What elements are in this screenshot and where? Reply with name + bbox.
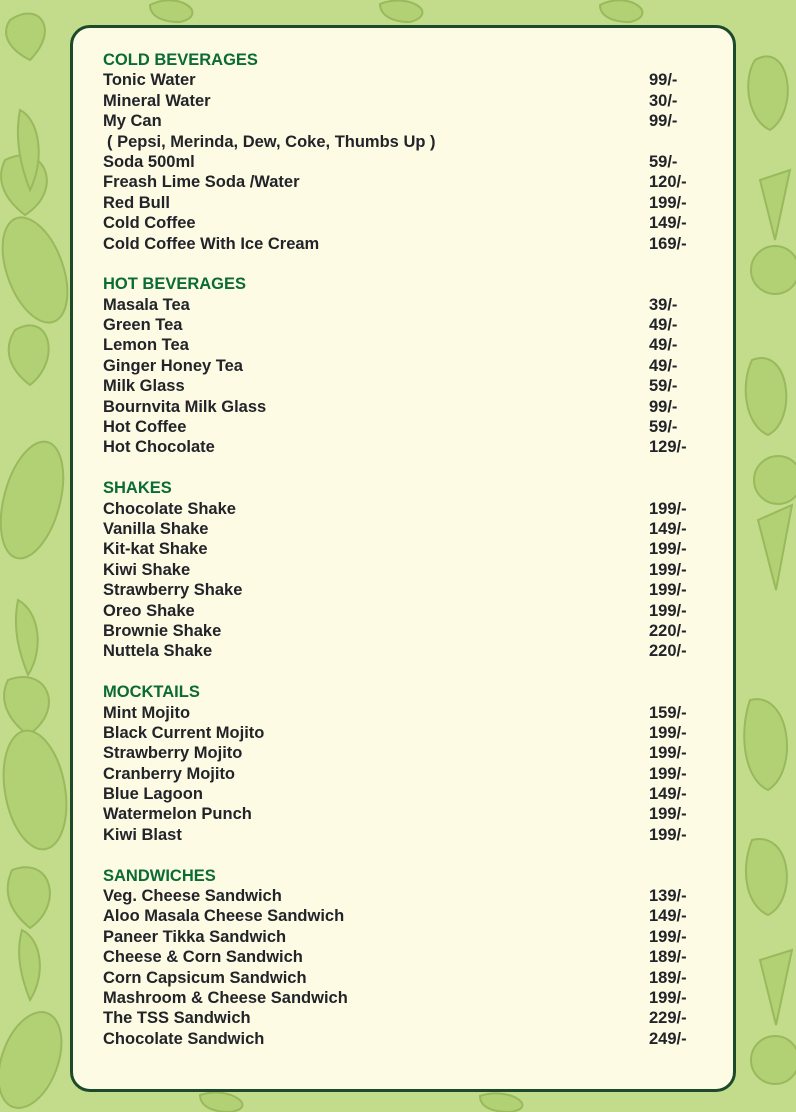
item-name: Hot Chocolate [103, 438, 215, 457]
item-name: My Can [103, 112, 162, 131]
menu-item [103, 91, 723, 111]
item-price: 59/- [649, 377, 678, 396]
menu-item [103, 947, 723, 967]
item-name: Brownie Shake [103, 621, 222, 640]
item-name: Freash Lime Soda /Water [103, 173, 300, 192]
item-price: 199/- [649, 927, 687, 946]
menu-section [103, 866, 723, 1050]
menu-item [103, 743, 723, 763]
item-price: 199/- [649, 988, 687, 1007]
item-name: Black Current Mojito [103, 723, 265, 742]
section-title: SANDWICHES [103, 866, 216, 885]
item-name: Masala Tea [103, 295, 190, 314]
item-price: 199/- [649, 744, 687, 763]
item-name: Chocolate Shake [103, 499, 236, 518]
item-price: 199/- [649, 601, 687, 620]
section-title: MOCKTAILS [103, 683, 200, 702]
menu-item [103, 988, 723, 1008]
item-price: 139/- [649, 887, 687, 906]
menu-item [103, 703, 723, 723]
item-price: 189/- [649, 948, 687, 967]
item-price: 59/- [649, 418, 678, 437]
menu-item [103, 886, 723, 906]
item-note: ( Pepsi, Merinda, Dew, Coke, Thumbs Up ) [107, 132, 436, 151]
item-price: 229/- [649, 1009, 687, 1028]
menu-item [103, 764, 723, 784]
item-price: 199/- [649, 764, 687, 783]
menu-item [103, 152, 723, 172]
item-price: 199/- [649, 825, 687, 844]
section-title: COLD BEVERAGES [103, 51, 258, 69]
item-name: Vanilla Shake [103, 519, 209, 538]
item-name: Veg. Cheese Sandwich [103, 887, 282, 906]
item-price: 199/- [649, 805, 687, 824]
item-name: Kit-kat Shake [103, 540, 208, 559]
menu-list [103, 50, 723, 1070]
item-name: Cheese & Corn Sandwich [103, 948, 303, 967]
menu-item [103, 234, 723, 254]
item-name: Mashroom & Cheese Sandwich [103, 988, 348, 1007]
item-price: 99/- [649, 71, 678, 90]
menu-item [103, 560, 723, 580]
item-name: Paneer Tikka Sandwich [103, 927, 287, 946]
item-price: 129/- [649, 438, 687, 457]
item-name: Strawberry Shake [103, 581, 243, 600]
item-price: 120/- [649, 173, 687, 192]
menu-item [103, 376, 723, 396]
menu-item [103, 70, 723, 90]
item-name: Bournvita Milk Glass [103, 397, 267, 416]
item-name: Cold Coffee With Ice Cream [103, 234, 320, 253]
menu-item [103, 825, 723, 845]
item-name: The TSS Sandwich [103, 1009, 251, 1028]
menu-item [103, 213, 723, 233]
menu-section [103, 478, 723, 662]
item-price: 189/- [649, 968, 687, 987]
item-name: Green Tea [103, 316, 183, 335]
menu-item [103, 111, 723, 131]
item-price: 199/- [649, 581, 687, 600]
item-price: 49/- [649, 336, 678, 355]
item-price: 220/- [649, 621, 687, 640]
item-price: 249/- [649, 1029, 687, 1048]
menu-item [103, 621, 723, 641]
item-name: Chocolate Sandwich [103, 1029, 265, 1048]
section-title: HOT BEVERAGES [103, 275, 247, 294]
menu-item [103, 927, 723, 947]
menu-item [103, 295, 723, 315]
menu-item [103, 172, 723, 192]
item-price: 99/- [649, 397, 678, 416]
item-name: Hot Coffee [103, 418, 187, 437]
item-price: 30/- [649, 91, 678, 110]
item-price: 39/- [649, 295, 678, 314]
item-name: Cranberry Mojito [103, 764, 236, 783]
menu-item [103, 1029, 723, 1049]
menu-section [103, 50, 723, 254]
item-name: Kiwi Shake [103, 560, 191, 579]
menu-item [103, 356, 723, 376]
menu-item [103, 417, 723, 437]
item-price: 199/- [649, 499, 687, 518]
item-price: 59/- [649, 152, 678, 171]
item-price: 159/- [649, 703, 687, 722]
menu-item [103, 499, 723, 519]
item-name: Ginger Honey Tea [103, 356, 243, 375]
menu-item [103, 193, 723, 213]
item-price: 199/- [649, 723, 687, 742]
menu-section [103, 274, 723, 458]
menu-item [103, 906, 723, 926]
item-price: 220/- [649, 642, 687, 661]
item-name: Oreo Shake [103, 601, 195, 620]
menu-item [103, 723, 723, 743]
menu-item [103, 784, 723, 804]
item-name: Tonic Water [103, 71, 196, 90]
item-price: 169/- [649, 234, 687, 253]
item-price: 49/- [649, 356, 678, 375]
item-price: 149/- [649, 785, 687, 804]
item-name: Mint Mojito [103, 703, 191, 722]
item-price: 199/- [649, 193, 687, 212]
item-price: 199/- [649, 540, 687, 559]
item-name: Aloo Masala Cheese Sandwich [103, 907, 345, 926]
item-price: 99/- [649, 112, 678, 131]
item-price: 149/- [649, 907, 687, 926]
menu-section [103, 682, 723, 845]
menu-item [103, 539, 723, 559]
menu-item [103, 1008, 723, 1028]
item-name: Nuttela Shake [103, 642, 213, 661]
menu-item [103, 519, 723, 539]
menu-item [103, 580, 723, 600]
item-name: Mineral Water [103, 91, 211, 110]
item-name: Strawberry Mojito [103, 744, 243, 763]
item-price: 149/- [649, 214, 687, 233]
menu-item [103, 968, 723, 988]
item-price: 149/- [649, 519, 687, 538]
item-name: Red Bull [103, 193, 170, 212]
menu-item [103, 804, 723, 824]
item-name: Lemon Tea [103, 336, 189, 355]
item-price: 199/- [649, 560, 687, 579]
item-name: Blue Lagoon [103, 785, 203, 804]
menu-item [103, 601, 723, 621]
menu-item [103, 397, 723, 417]
item-name: Soda 500ml [103, 152, 195, 171]
menu-item [103, 437, 723, 457]
menu-item [103, 335, 723, 355]
item-name: Corn Capsicum Sandwich [103, 968, 307, 987]
section-title: SHAKES [103, 479, 172, 498]
item-name: Milk Glass [103, 377, 185, 396]
item-name: Watermelon Punch [103, 805, 252, 824]
item-price: 49/- [649, 316, 678, 335]
menu-item [103, 641, 723, 661]
menu-item [103, 315, 723, 335]
item-name: Kiwi Blast [103, 825, 182, 844]
item-name: Cold Coffee [103, 214, 196, 233]
